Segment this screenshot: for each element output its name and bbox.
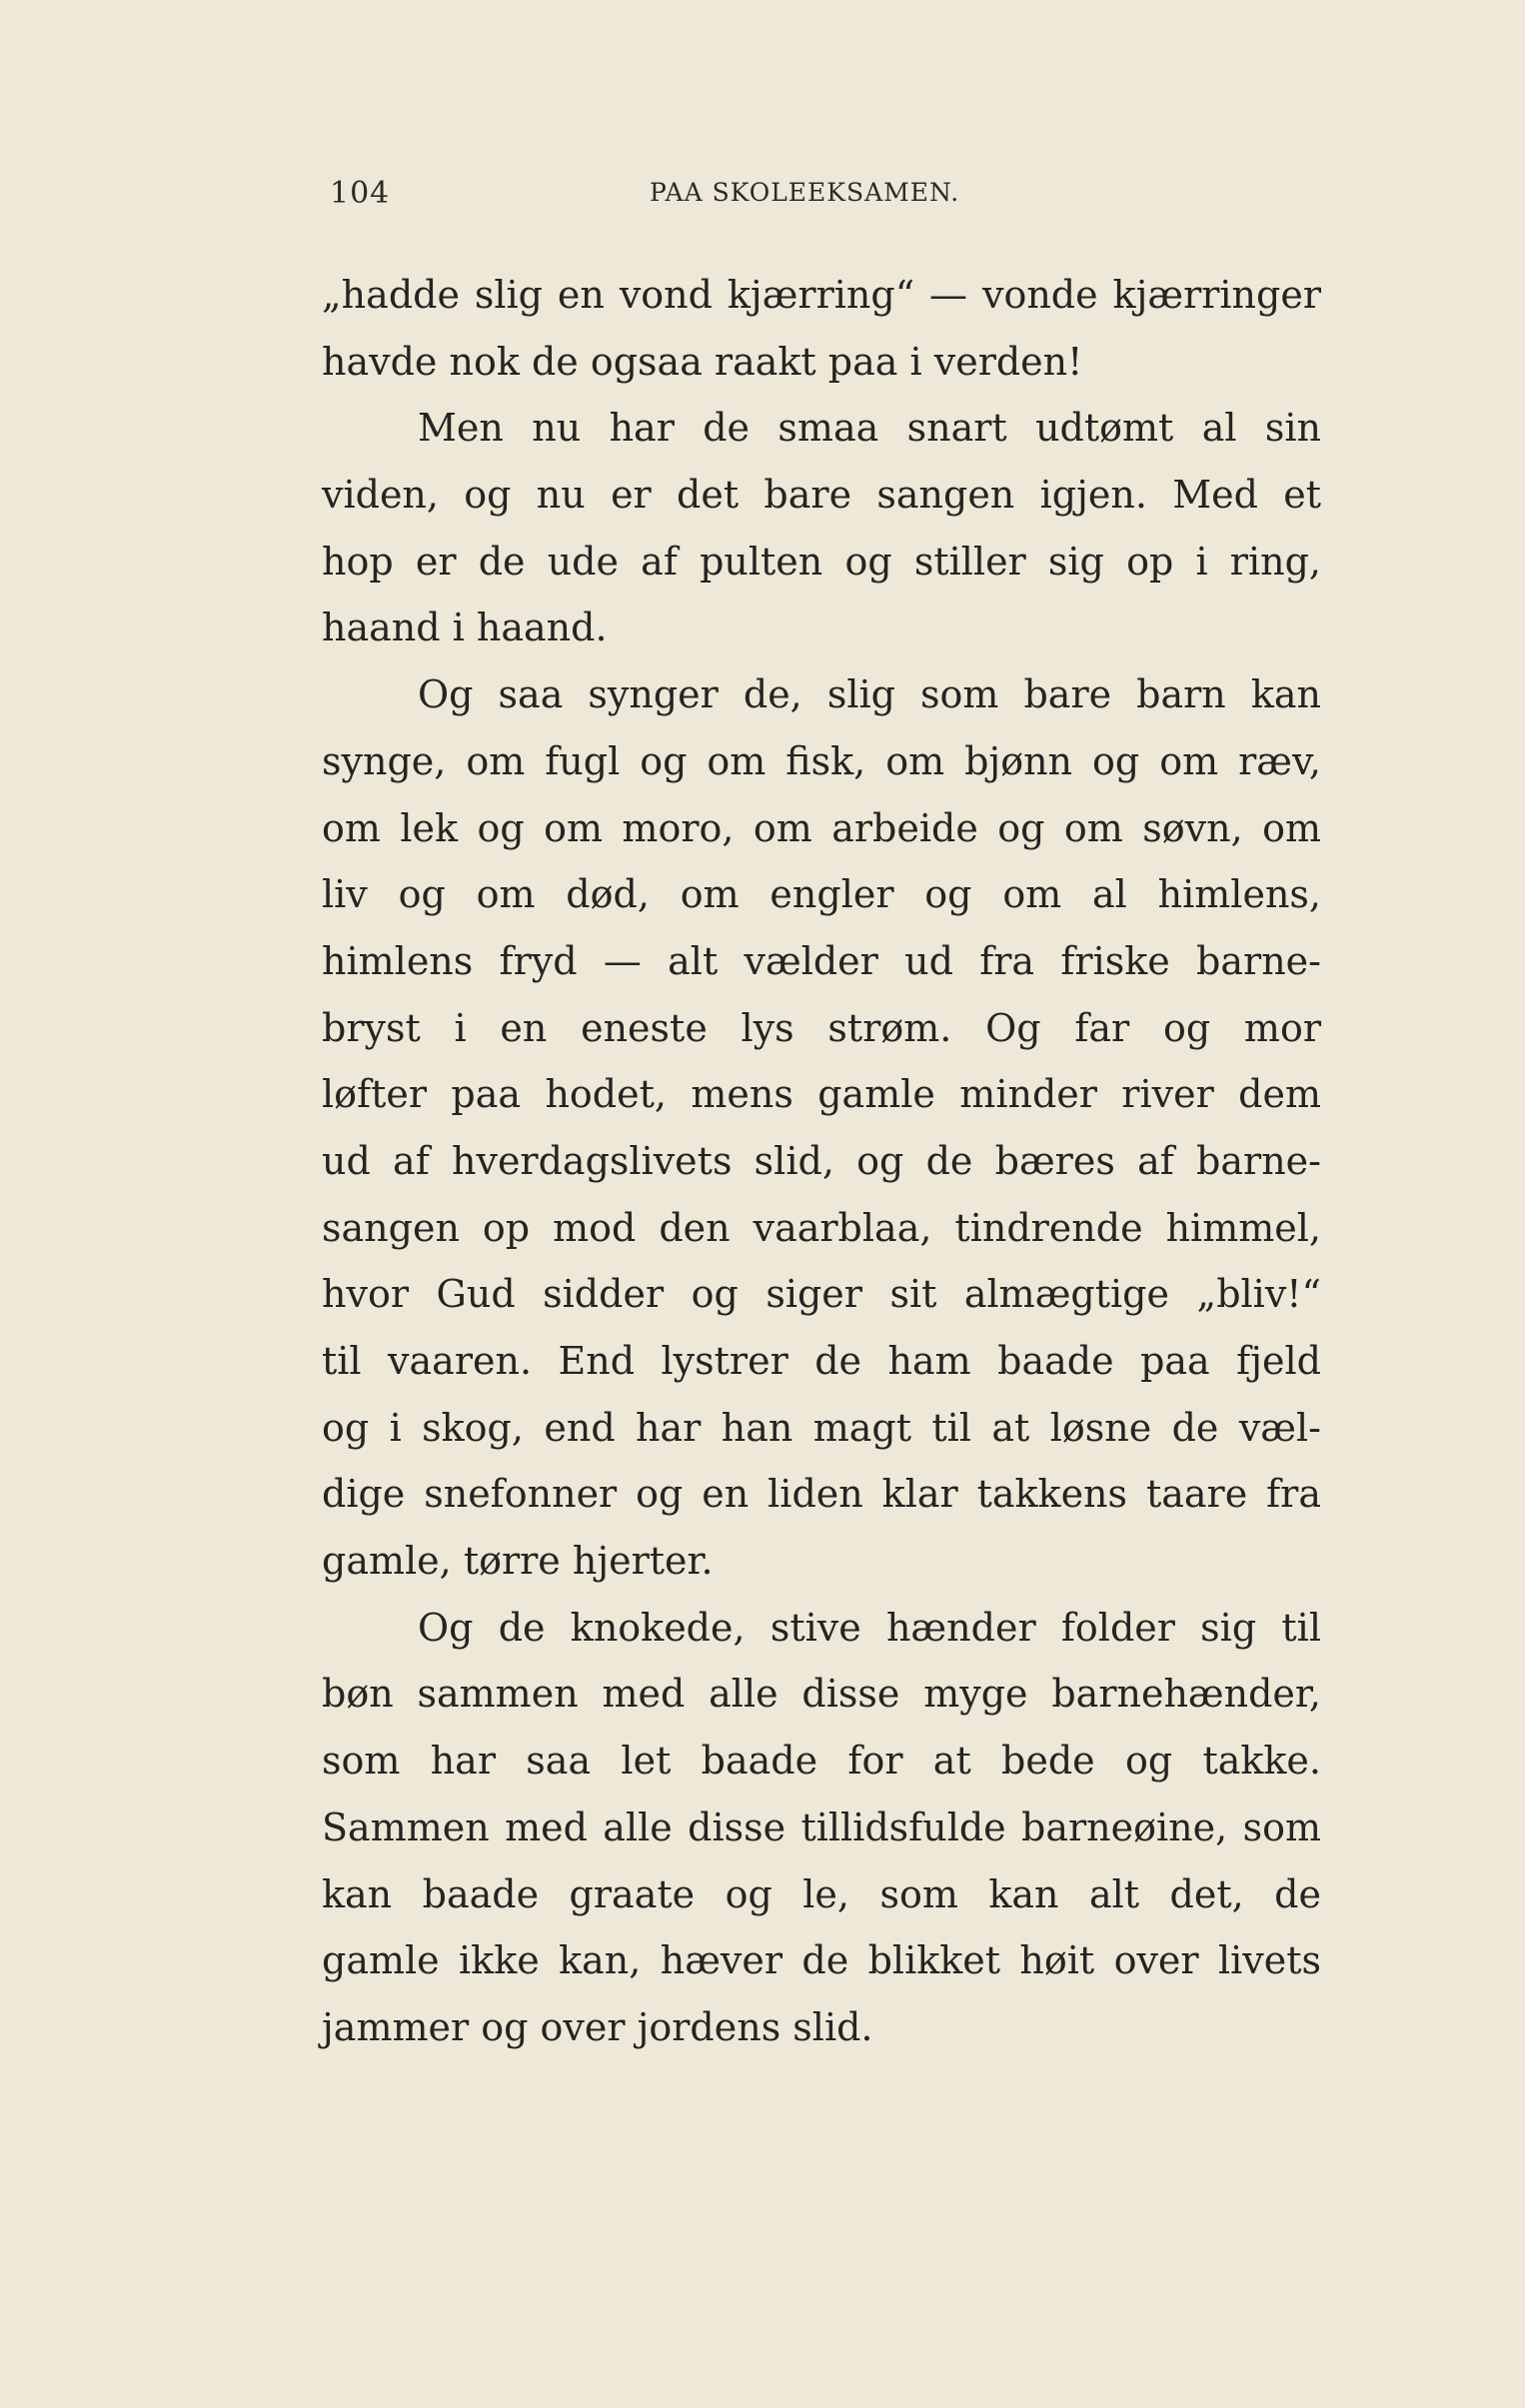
text-line: viden, og nu er det bare sangen igjen. Med et: [322, 473, 1321, 518]
text-line: „hadde slig en vond kjærring“ — vonde kjærringer: [322, 273, 1321, 317]
text-line: ud af hverdagslivets slid, og de bæres af barne-: [322, 1138, 1321, 1183]
paragraph: [322, 1595, 1321, 2061]
text-line: synge, om fugl og om fisk, om bjønn og om ræv,: [322, 738, 1321, 783]
body-text: [322, 262, 1321, 2061]
text-line: liv og om død, om engler og om al himlens,: [322, 872, 1321, 917]
text-line: Sammen med alle disse tillidsfulde barneøine, som: [322, 1805, 1321, 1849]
text-line: himlens fryd — alt vælder ud fra friske barne-: [322, 938, 1321, 983]
paragraph: [322, 395, 1321, 661]
text-line: bøn sammen med alle disse myge barnehænder,: [322, 1672, 1321, 1717]
text-line: Og de knokede, stive hænder folder sig til: [418, 1605, 1321, 1650]
text-line: Men nu har de smaa snart udtømt al sin: [418, 406, 1321, 451]
text-line: jammer og over jordens slid.: [322, 2004, 873, 2049]
text-line: hvor Gud sidder og siger sit almægtige „bliv!“: [322, 1272, 1321, 1317]
paragraph: [322, 661, 1321, 1595]
text-line: gamle ikke kan, hæver de blikket høit over livets: [322, 1938, 1321, 1983]
text-line: om lek og om moro, om arbeide og om søvn, om: [322, 805, 1321, 850]
text-line: havde nok de ogsaa raakt paa i verden!: [322, 339, 1083, 384]
text-line: kan baade graate og le, som kan alt det, de: [322, 1871, 1321, 1916]
text-line: og i skog, end har han magt til at løsne de væl-: [322, 1405, 1321, 1450]
text-line: til vaaren. End lystrer de ham baade paa fjeld: [322, 1339, 1321, 1383]
text-line: hop er de ude af pulten og stiller sig op i ring,: [322, 539, 1321, 584]
text-line: haand i haand.: [322, 605, 608, 650]
text-line: bryst i en eneste lys strøm. Og far og mor: [322, 1005, 1321, 1050]
page-number: 104: [330, 176, 391, 211]
text-line: dige snefonner og en liden klar takkens taare fra: [322, 1472, 1321, 1517]
text-line: gamle, tørre hjerter.: [322, 1539, 714, 1584]
text-line: løfter paa hodet, mens gamle minder river dem: [322, 1072, 1321, 1117]
text-line: som har saa let baade for at bede og takke.: [322, 1739, 1321, 1784]
text-line: Og saa synger de, slig som bare barn kan: [418, 672, 1321, 717]
page-header: [330, 176, 1329, 226]
paragraph: [322, 262, 1321, 395]
running-title: PAA SKOLEEKSAMEN.: [650, 178, 960, 207]
text-line: sangen op mod den vaarblaa, tindrende himmel,: [322, 1205, 1321, 1250]
